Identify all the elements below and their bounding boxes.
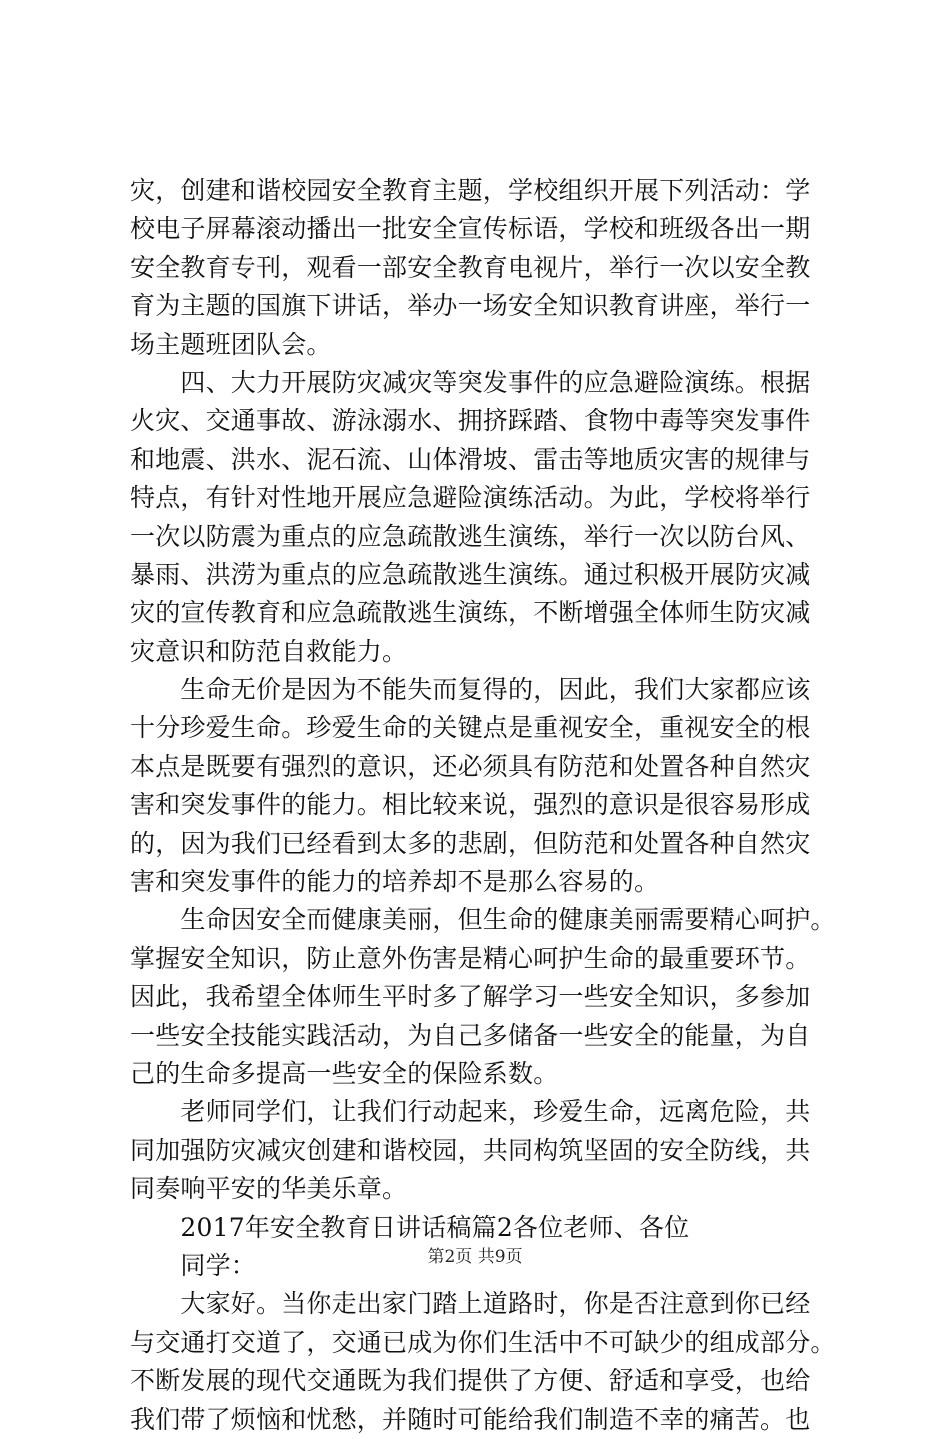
text-line: 不断发展的现代交通既为我们提供了方便、舒适和享受，也给 [130, 1366, 811, 1396]
text-line: 害和突发事件的能力的培养却不是那么容易的。 [130, 867, 660, 897]
text-line: 四、大力开展防灾减灾等突发事件的应急避险演练。根据 [130, 367, 811, 397]
text-line: 十分珍爱生命。珍爱生命的关键点是重视安全，重视安全的根 [130, 713, 811, 743]
text-line: 2017年安全教育日讲话稿篇2各位老师、各位 [130, 1212, 690, 1242]
text-line: 一次以防震为重点的应急疏散逃生演练，举行一次以防台风、 [130, 521, 811, 551]
text-line: 火灾、交通事故、游泳溺水、拥挤踩踏、食物中毒等突发事件 [130, 406, 811, 436]
text-line: 掌握安全知识，防止意外伤害是精心呵护生命的最重要环节。 [130, 943, 811, 973]
text-line: 同奏响平安的华美乐章。 [130, 1174, 408, 1204]
text-line: 校电子屏幕滚动播出一批安全宣传标语，学校和班级各出一期 [130, 214, 811, 244]
text-line: 己的生命多提高一些安全的保险系数。 [130, 1058, 559, 1088]
text-line: 我们带了烦恼和忧愁，并随时可能给我们制造不幸的痛苦。也 [130, 1404, 811, 1434]
text-line: 本点是既要有强烈的意识，还必须具有防范和处置各种自然灾 [130, 751, 811, 781]
text-line: 特点，有针对性地开展应急避险演练活动。为此，学校将举行 [130, 483, 811, 513]
text-line: 老师同学们，让我们行动起来，珍爱生命，远离危险，共 [130, 1097, 811, 1127]
text-line: 灾，创建和谐校园安全教育主题，学校组织开展下列活动：学 [130, 176, 811, 205]
text-line: 灾的宣传教育和应急疏散逃生演练，不断增强全体师生防灾减 [130, 598, 811, 628]
text-line: 安全教育专刊，观看一部安全教育电视片，举行一次以安全教 [130, 252, 811, 282]
text-line: 暴雨、洪涝为重点的应急疏散逃生演练。通过积极开展防灾减 [130, 559, 811, 589]
text-line: 的，因为我们已经看到太多的悲剧，但防范和处置各种自然灾 [130, 828, 811, 858]
text-line: 害和突发事件的能力。相比较来说，强烈的意识是很容易形成 [130, 790, 811, 820]
text-line: 一些安全技能实践活动，为自己多储备一些安全的能量，为自 [130, 1020, 811, 1050]
page-footer: 第2页 共9页 [427, 1247, 523, 1267]
text-line: 生命因安全而健康美丽，但生命的健康美丽需要精心呵护。 [130, 905, 836, 935]
text-line: 灾意识和防范自救能力。 [130, 636, 408, 666]
text-line: 因此，我希望全体师生平时多了解学习一些安全知识，多参加 [130, 982, 811, 1012]
text-line: 与交通打交道了，交通已成为你们生活中不可缺少的组成部分。 [130, 1327, 836, 1357]
text-line: 场主题班团队会。 [130, 329, 332, 359]
text-line: 生命无价是因为不能失而复得的，因此，我们大家都应该 [130, 675, 811, 705]
text-line: 同加强防灾减灾创建和谐校园，共同构筑坚固的安全防线，共 [130, 1135, 811, 1165]
text-line: 大家好。当你走出家门踏上道路时，你是否注意到你已经 [130, 1289, 811, 1319]
text-line: 育为主题的国旗下讲话，举办一场安全知识教育讲座，举行一 [130, 291, 811, 321]
text-line: 和地震、洪水、泥石流、山体滑坡、雷击等地质灾害的规律与 [130, 444, 811, 474]
text-line: 同学： [130, 1250, 257, 1280]
